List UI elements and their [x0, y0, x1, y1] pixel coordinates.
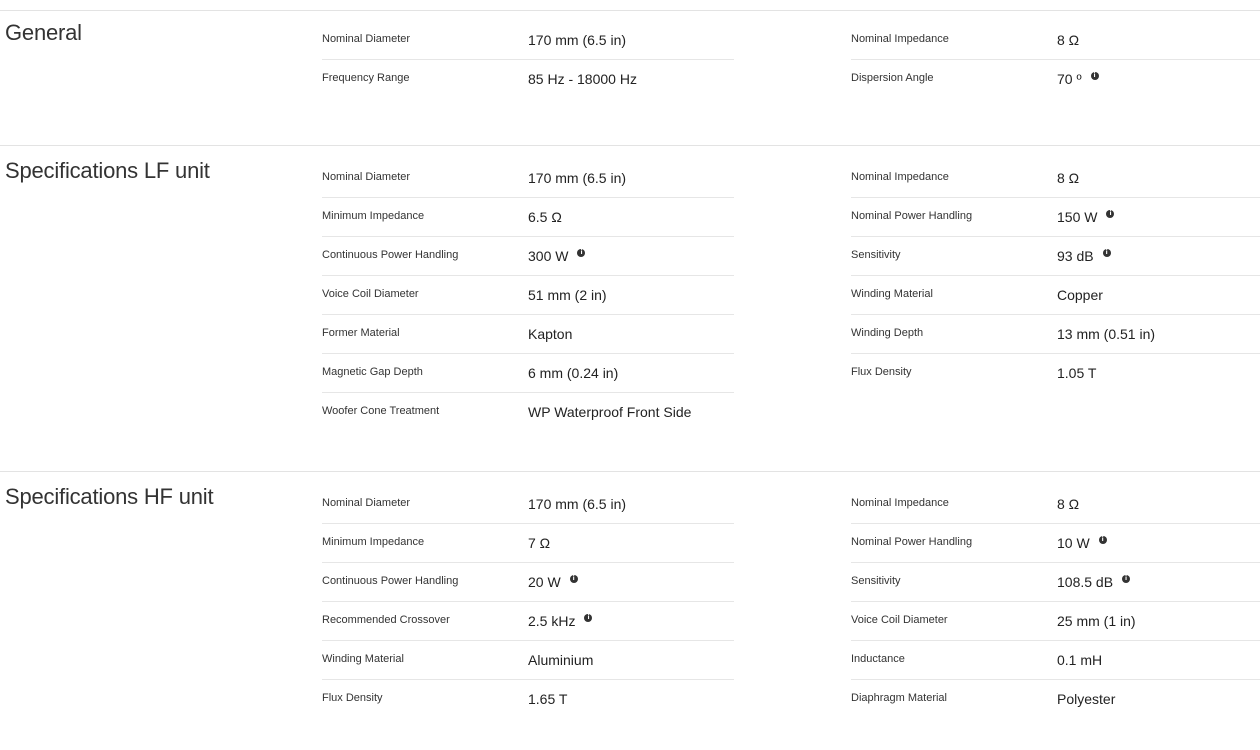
- spec-value-text: 300 W: [528, 248, 569, 264]
- spec-value-text: 108.5 dB: [1057, 574, 1114, 590]
- spec-value-text: 7 Ω: [528, 535, 551, 551]
- spec-value: [528, 365, 618, 381]
- spec-row: [851, 354, 1260, 392]
- spec-value-text: 170 mm (6.5 in): [528, 496, 627, 512]
- spec-row: [851, 524, 1260, 563]
- spec-label: Nominal Impedance: [851, 171, 949, 183]
- spec-row: [851, 680, 1260, 718]
- spec-row: [322, 198, 734, 237]
- spec-value: [1057, 248, 1111, 264]
- spec-value: [528, 691, 567, 707]
- section-title: Specifications LF unit: [5, 158, 210, 183]
- spec-row: [322, 485, 734, 524]
- spec-value: [1057, 287, 1103, 303]
- spec-value: [1057, 535, 1107, 551]
- spec-row: [851, 485, 1260, 524]
- spec-label: Nominal Diameter: [322, 497, 411, 509]
- spec-row: [322, 21, 734, 60]
- spec-row: [322, 563, 734, 602]
- spec-label: Nominal Impedance: [851, 497, 949, 509]
- spec-row: [851, 60, 1260, 98]
- spec-value-text: 6.5 Ω: [528, 209, 562, 225]
- spec-label: Flux Density: [851, 366, 912, 378]
- spec-label: Nominal Power Handling: [851, 210, 973, 222]
- info-icon[interactable]: i: [570, 575, 578, 583]
- spec-row: [851, 641, 1260, 680]
- spec-value: [1057, 691, 1115, 707]
- spec-value: [528, 248, 585, 264]
- section-divider: [0, 471, 1260, 472]
- spec-label: Flux Density: [322, 692, 383, 704]
- spec-value-text: 25 mm (1 in): [1057, 613, 1136, 629]
- spec-row: [851, 602, 1260, 641]
- spec-label: Minimum Impedance: [322, 536, 425, 548]
- info-icon[interactable]: i: [577, 249, 585, 257]
- spec-value-text: 1.05 T: [1057, 365, 1097, 381]
- spec-value-text: Copper: [1057, 287, 1103, 303]
- spec-value-text: Polyester: [1057, 691, 1116, 707]
- spec-label: Continuous Power Handling: [322, 575, 459, 587]
- spec-row: [322, 276, 734, 315]
- spec-label: Sensitivity: [851, 249, 901, 261]
- spec-column-left: [322, 159, 734, 431]
- spec-label: Frequency Range: [322, 72, 410, 84]
- spec-row: [322, 393, 734, 431]
- spec-value-text: 1.65 T: [528, 691, 568, 707]
- spec-value-text: 8 Ω: [1057, 496, 1080, 512]
- spec-value: [1057, 326, 1155, 342]
- spec-value-text: 51 mm (2 in): [528, 287, 607, 303]
- spec-value: [1057, 365, 1096, 381]
- spec-value: [1057, 32, 1079, 48]
- spec-column-left: [322, 21, 734, 98]
- top-divider: [0, 10, 1260, 11]
- spec-column-right: [851, 21, 1260, 98]
- spec-value: [1057, 71, 1099, 87]
- spec-value: [528, 170, 626, 186]
- spec-value-text: Aluminium: [528, 652, 594, 668]
- spec-value-text: 10 W: [1057, 535, 1090, 551]
- spec-row: [322, 602, 734, 641]
- spec-value: [528, 404, 691, 420]
- spec-value: [1057, 613, 1136, 629]
- spec-row: [322, 60, 734, 98]
- spec-row: [322, 315, 734, 354]
- spec-label: Inductance: [851, 653, 905, 665]
- spec-value-text: Kapton: [528, 326, 573, 342]
- spec-label: Nominal Power Handling: [851, 536, 973, 548]
- spec-label: Continuous Power Handling: [322, 249, 459, 261]
- spec-value-text: 6 mm (0.24 in): [528, 365, 619, 381]
- spec-value-text: 8 Ω: [1057, 32, 1080, 48]
- spec-value: [528, 496, 626, 512]
- spec-label: Dispersion Angle: [851, 72, 934, 84]
- info-icon[interactable]: i: [584, 614, 592, 622]
- spec-row: [851, 237, 1260, 276]
- spec-value: [528, 326, 572, 342]
- spec-value: [1057, 170, 1079, 186]
- section-title: Specifications HF unit: [5, 484, 214, 509]
- spec-column-right: [851, 485, 1260, 718]
- section-title: General: [5, 20, 82, 45]
- info-icon[interactable]: i: [1099, 536, 1107, 544]
- spec-row: [851, 563, 1260, 602]
- spec-value: [528, 32, 626, 48]
- spec-label: Voice Coil Diameter: [322, 288, 419, 300]
- info-icon[interactable]: i: [1122, 575, 1130, 583]
- spec-value-text: 170 mm (6.5 in): [528, 32, 627, 48]
- spec-row: [322, 680, 734, 718]
- spec-label: Nominal Impedance: [851, 33, 949, 45]
- info-icon[interactable]: i: [1103, 249, 1111, 257]
- spec-label: Nominal Diameter: [322, 171, 411, 183]
- spec-value-text: 8 Ω: [1057, 170, 1080, 186]
- spec-label: Recommended Crossover: [322, 614, 450, 626]
- spec-row: [322, 159, 734, 198]
- spec-value: [528, 574, 578, 590]
- spec-value-text: 0.1 mH: [1057, 652, 1103, 668]
- section-divider: [0, 145, 1260, 146]
- spec-value: [1057, 652, 1102, 668]
- spec-row: [322, 524, 734, 563]
- spec-row: [851, 276, 1260, 315]
- spec-value-text: 150 W: [1057, 209, 1098, 225]
- info-icon[interactable]: i: [1091, 72, 1099, 80]
- spec-value-text: 20 W: [528, 574, 561, 590]
- spec-label: Winding Material: [322, 653, 404, 665]
- spec-value-text: 170 mm (6.5 in): [528, 170, 627, 186]
- spec-label: Voice Coil Diameter: [851, 614, 948, 626]
- spec-value: [528, 71, 637, 87]
- spec-value: [528, 535, 550, 551]
- spec-label: Nominal Diameter: [322, 33, 411, 45]
- spec-label: Winding Depth: [851, 327, 924, 339]
- spec-value-text: 2.5 kHz: [528, 613, 576, 629]
- spec-label: Diaphragm Material: [851, 692, 947, 704]
- spec-row: [322, 237, 734, 276]
- spec-row: [322, 354, 734, 393]
- spec-value: [528, 287, 607, 303]
- spec-value: [1057, 574, 1130, 590]
- spec-value-text: 13 mm (0.51 in): [1057, 326, 1156, 342]
- spec-row: [851, 159, 1260, 198]
- spec-label: Minimum Impedance: [322, 210, 425, 222]
- spec-label: Magnetic Gap Depth: [322, 366, 423, 378]
- spec-column-left: [322, 485, 734, 718]
- spec-row: [851, 21, 1260, 60]
- spec-value: [528, 652, 593, 668]
- spec-value: [1057, 209, 1114, 225]
- spec-label: Sensitivity: [851, 575, 901, 587]
- spec-value: [1057, 496, 1079, 512]
- info-icon[interactable]: i: [1106, 210, 1114, 218]
- spec-value: [528, 209, 562, 225]
- spec-row: [851, 198, 1260, 237]
- spec-column-right: [851, 159, 1260, 392]
- spec-value: [528, 613, 592, 629]
- spec-label: Woofer Cone Treatment: [322, 405, 440, 417]
- spec-value-text: 70 º: [1057, 71, 1082, 87]
- spec-value-text: 93 dB: [1057, 248, 1094, 264]
- spec-row: [322, 641, 734, 680]
- spec-label: Winding Material: [851, 288, 933, 300]
- spec-label: Former Material: [322, 327, 400, 339]
- spec-value-text: WP Waterproof Front Side: [528, 404, 692, 420]
- spec-row: [851, 315, 1260, 354]
- spec-value-text: 85 Hz - 18000 Hz: [528, 71, 637, 87]
